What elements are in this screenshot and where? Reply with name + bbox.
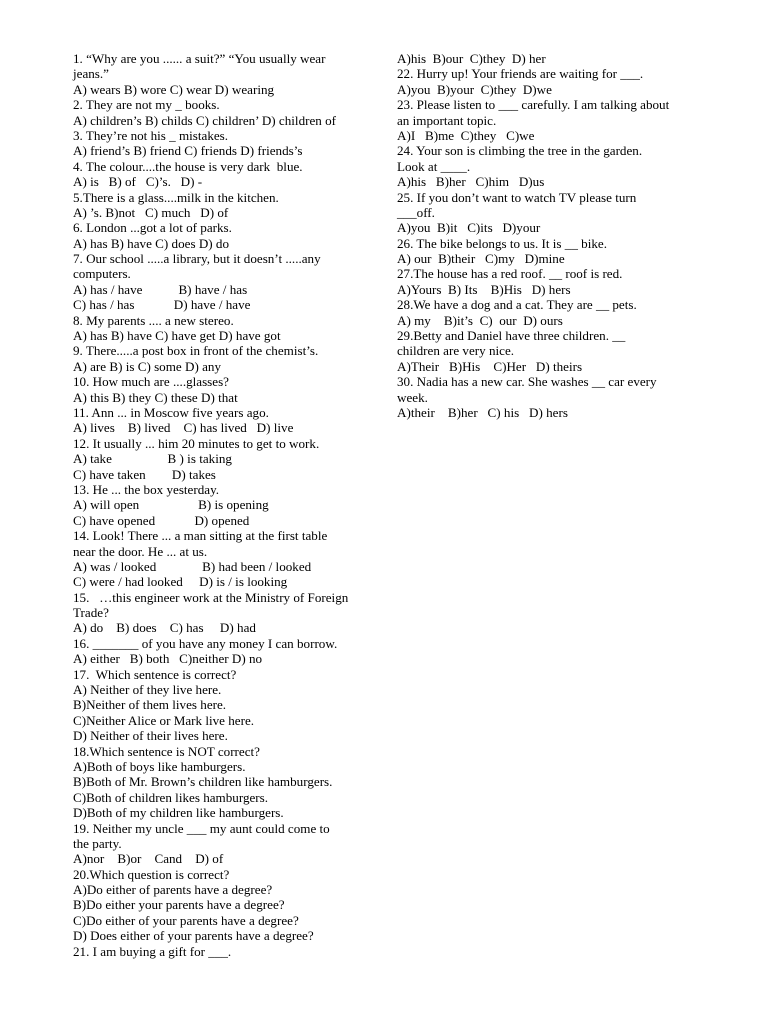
text-line: B)Do either your parents have a degree? xyxy=(73,897,285,913)
text-line: 14. Look! There ... a man sitting at the first table xyxy=(73,528,328,544)
text-line: the party. xyxy=(73,835,122,851)
text-line: 18.Which sentence is NOT correct? xyxy=(73,743,260,759)
text-line: C) has / has D) have / have xyxy=(73,297,251,313)
text-line: 19. Neither my uncle ___ my aunt could come to xyxy=(73,820,330,836)
text-line: 6. London ...got a lot of parks. xyxy=(73,220,232,236)
text-line: A)nor B)or Cand D) of xyxy=(73,851,224,867)
text-line: 10. How much are ....glasses? xyxy=(73,374,229,390)
text-line: C)Do either of your parents have a degree? xyxy=(73,912,299,928)
text-line: A)Both of boys like hamburgers. xyxy=(73,758,246,774)
text-line: A)Do either of parents have a degree? xyxy=(73,882,273,898)
text-line: A)you B)it C)its D)your xyxy=(397,220,541,236)
text-line: jeans.” xyxy=(73,66,109,82)
text-line: A)his B)her C)him D)us xyxy=(397,174,545,190)
text-line: 8. My parents .... a new stereo. xyxy=(73,312,234,328)
text-line: A)their B)her C) his D) hers xyxy=(397,404,568,420)
text-line: A) ’s. B)not C) much D) of xyxy=(73,204,229,220)
text-line: children are very nice. xyxy=(397,343,515,359)
text-line: B)Neither of them lives here. xyxy=(73,697,227,713)
text-line: A) friend’s B) friend C) friends D) friends’s xyxy=(73,143,303,159)
text-line: Look at ____. xyxy=(397,158,471,174)
text-line: 27.The house has a red roof. __ roof is red. xyxy=(397,266,623,282)
text-line: A) has B) have C) does D) do xyxy=(73,235,229,251)
text-line: 2. They are not my _ books. xyxy=(73,97,220,113)
text-line: A) do B) does C) has D) had xyxy=(73,620,256,636)
text-line: Trade? xyxy=(73,605,109,621)
text-line: 25. If you don’t want to watch TV please turn xyxy=(397,189,637,205)
text-line: D) Does either of your parents have a degree? xyxy=(73,928,314,944)
text-line: an important topic. xyxy=(397,112,497,128)
text-line: 11. Ann ... in Moscow five years ago. xyxy=(73,404,269,420)
text-line: A) children’s B) childs C) children’ D) children of xyxy=(73,112,337,128)
text-line: week. xyxy=(397,389,428,405)
text-line: C)Both of children likes hamburgers. xyxy=(73,789,269,805)
text-line: 24. Your son is climbing the tree in the garden. xyxy=(397,143,643,159)
text-line: A) has / have B) have / has xyxy=(73,281,248,297)
text-line: A) Neither of they live here. xyxy=(73,682,222,698)
text-line: 5.There is a glass....milk in the kitchen. xyxy=(73,189,279,205)
text-line: A) this B) they C) these D) that xyxy=(73,389,238,405)
text-line: 21. I am buying a gift for ___. xyxy=(73,943,232,959)
text-line: computers. xyxy=(73,266,131,282)
text-line: A) take B ) is taking xyxy=(73,451,232,467)
text-line: A)his B)our C)they D) her xyxy=(397,51,546,66)
text-line: A) my B)it’s C) our D) ours xyxy=(397,312,563,328)
right-column xyxy=(397,51,707,420)
text-line: A) are B) is C) some D) any xyxy=(73,358,221,374)
text-line: A)Yours B) Its B)His D) hers xyxy=(397,281,571,297)
text-line: 28.We have a dog and a cat. They are __ pets. xyxy=(397,297,637,313)
left-column xyxy=(73,51,373,959)
text-line: C) have opened D) opened xyxy=(73,512,250,528)
text-line: B)Both of Mr. Brown’s children like hamburgers. xyxy=(73,774,333,790)
text-line: 16. _______ of you have any money I can borrow. xyxy=(73,635,338,651)
text-line: C)Neither Alice or Mark live here. xyxy=(73,712,255,728)
text-line: 12. It usually ... him 20 minutes to get to work. xyxy=(73,435,320,451)
text-line: 17. Which sentence is correct? xyxy=(73,666,237,682)
text-line: 22. Hurry up! Your friends are waiting for ___. xyxy=(397,66,644,82)
text-line: 7. Our school .....a library, but it doesn’t .....any xyxy=(73,251,321,267)
text-line: A)you B)your C)they D)we xyxy=(397,81,552,97)
text-line: 3. They’re not his _ mistakes. xyxy=(73,127,229,143)
text-line: 29.Betty and Daniel have three children. __ xyxy=(397,328,626,344)
text-line: D) Neither of their lives here. xyxy=(73,728,228,744)
text-line: 1. “Why are you ...... a suit?” “You usually wear xyxy=(73,51,326,66)
text-line: A)I B)me C)they C)we xyxy=(397,127,535,143)
text-line: near the door. He ... at us. xyxy=(73,543,208,559)
text-line: 23. Please listen to ___ carefully. I am talking about xyxy=(397,97,670,113)
text-line: A) has B) have C) have get D) have got xyxy=(73,328,281,344)
text-line: ___off. xyxy=(397,204,435,220)
text-line: C) were / had looked D) is / is looking xyxy=(73,574,288,590)
text-line: 26. The bike belongs to us. It is __ bike. xyxy=(397,235,607,251)
text-line: A)Their B)His C)Her D) theirs xyxy=(397,358,583,374)
text-line: 4. The colour....the house is very dark blue. xyxy=(73,158,303,174)
text-line: A) either B) both C)neither D) no xyxy=(73,651,263,667)
text-line: C) have taken D) takes xyxy=(73,466,216,482)
text-line: A) wears B) wore C) wear D) wearing xyxy=(73,81,275,97)
text-line: A) our B)their C)my D)mine xyxy=(397,251,565,267)
text-line: 13. He ... the box yesterday. xyxy=(73,481,220,497)
text-line: 15. …this engineer work at the Ministry of Foreign xyxy=(73,589,349,605)
text-line: D)Both of my children like hamburgers. xyxy=(73,805,284,821)
text-line: 20.Which question is correct? xyxy=(73,866,230,882)
text-line: A) is B) of C)’s. D) - xyxy=(73,174,203,190)
text-line: 9. There.....a post box in front of the chemist’s. xyxy=(73,343,319,359)
text-line: A) will open B) is opening xyxy=(73,497,269,513)
text-line: A) lives B) lived C) has lived D) live xyxy=(73,420,294,436)
text-line: 30. Nadia has a new car. She washes __ car every xyxy=(397,374,657,390)
text-line: A) was / looked B) had been / looked xyxy=(73,558,312,574)
